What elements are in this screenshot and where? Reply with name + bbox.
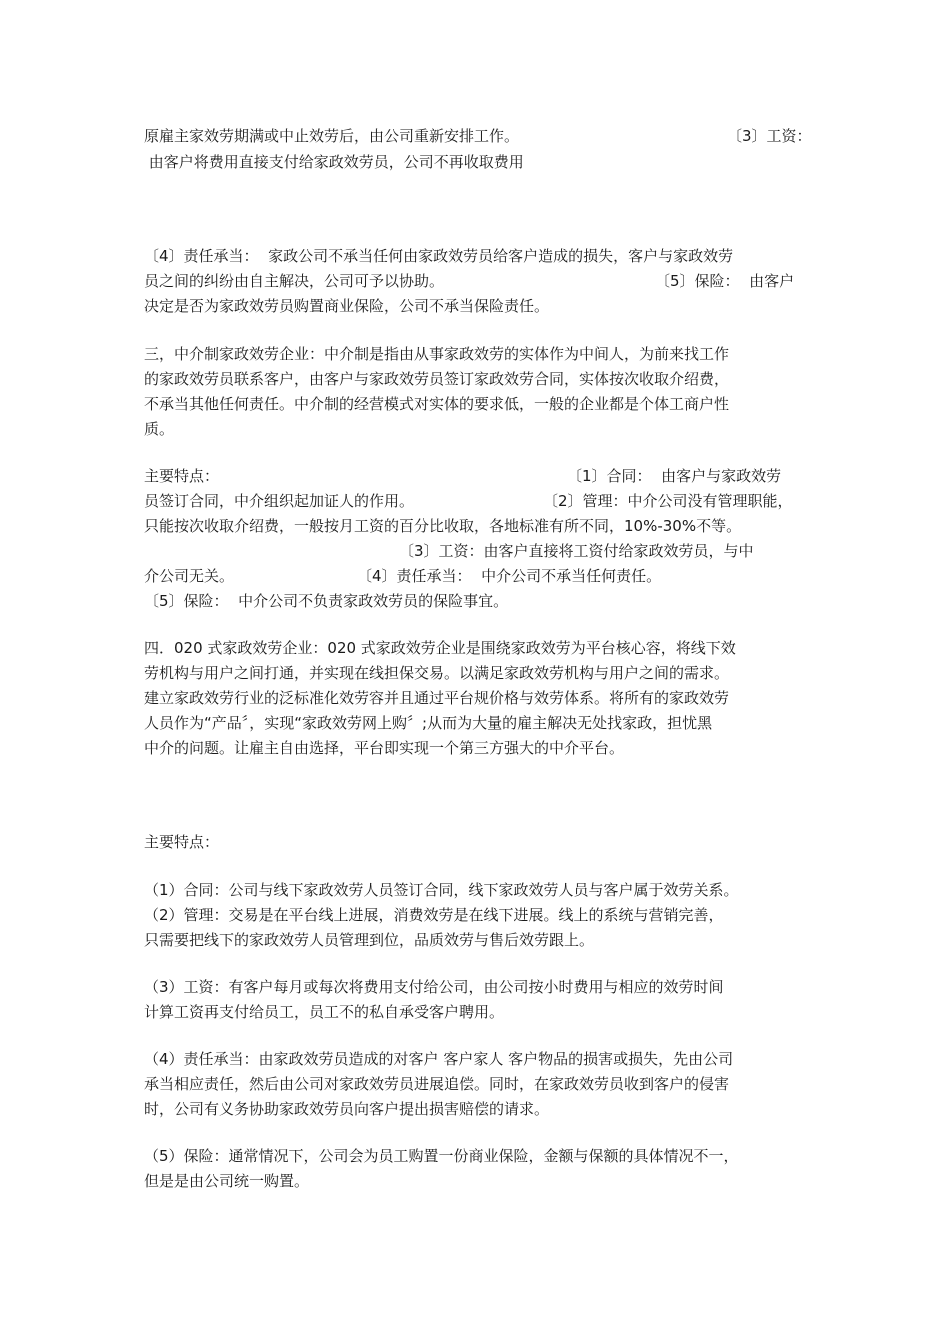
text-line: 只需要把线下的家政效劳人员管理到位，品质效劳与售后效劳跟上。 xyxy=(144,931,595,949)
list-item: （5）保险：通常情况下，公司会为员工购置一份商业保险，金额与保额的具体情况不一， xyxy=(144,1147,739,1165)
text-line: 人员作为“产品〞，实现“家政效劳网上购〞;从而为大量的雇主解决无处找家政，担忧黑 xyxy=(144,714,713,732)
text-line: 员之间的纠纷由自主解决，公司可予以协助。 xyxy=(144,272,445,290)
text-line: 〔5〕保险： 中介公司不负责家政效劳员的保险事宜。 xyxy=(144,592,509,610)
text-line: 员签订合同，中介组织起加证人的作用。 xyxy=(144,492,415,510)
section-heading-o2o: 四．020 式家政效劳企业：020 式家政效劳企业是围绕家政效劳为平台核心容，将线下效 xyxy=(144,639,736,657)
text-line: 建立家政效劳行业的泛标准化效劳容并且通过平台规价格与效劳体系。将所有的家政效劳 xyxy=(144,689,730,707)
list-item: （4）责任承当：由家政效劳员造成的对客户 客户家人 客户物品的损害或损失，先由公司 xyxy=(144,1050,734,1068)
inline-heading-insurance: 〔5〕保险： 由客户 xyxy=(655,272,795,290)
text-line: 劳机构与用户之间打通，并实现在线担保交易。以满足家政效劳机构与用户之间的需求。 xyxy=(144,664,730,682)
subheading-main-features: 主要特点： xyxy=(144,833,220,851)
inline-heading-contract: 〔1〕合同： 由客户与家政效劳 xyxy=(567,467,782,485)
text-line: 〔4〕责任承当： 家政公司不承当任何由家政效劳员给客户造成的损失，客户与家政效劳 xyxy=(144,247,734,265)
text-line: 由客户将费用直接支付给家政效劳员，公司不再收取费用 xyxy=(144,153,524,171)
inline-heading-wage: 〔3〕工资：由客户直接将工资付给家政效劳员，与中 xyxy=(399,542,754,560)
list-item: （2）管理：交易是在平台线上进展，消费效劳是在线下进展。线上的系统与营销完善， xyxy=(144,906,724,924)
text-line: 只能按次收取介绍费，一般按月工资的百分比收取，各地标准有所不同，10%-30%不等。 xyxy=(144,517,742,535)
text-line: 时，公司有义务协助家政效劳员向客户提出损害赔偿的请求。 xyxy=(144,1100,550,1118)
list-item: （1）合同：公司与线下家政效劳人员签订合同，线下家政效劳人员与客户属于效劳关系。 xyxy=(144,881,739,899)
inline-heading-wage: 〔3〕工资： xyxy=(727,127,812,145)
text-line: 承当相应责任，然后由公司对家政效劳员进展追偿。同时，在家政效劳员收到客户的侵害 xyxy=(144,1075,730,1093)
text-line: 计算工资再支付给员工，员工不的私自承受客户聘用。 xyxy=(144,1003,505,1021)
section-heading-intermediary: 三，中介制家政效劳企业：中介制是指由从事家政效劳的实体作为中间人，为前来找工作 xyxy=(144,345,730,363)
inline-heading-management: 〔2〕管理：中介公司没有管理职能， xyxy=(543,492,793,510)
subheading-main-features: 主要特点： xyxy=(144,467,220,485)
text-line: 质。 xyxy=(144,420,175,438)
text-line: 的家政效劳员联系客户，由客户与家政效劳员签订家政效劳合同，实体按次收取介绍费， xyxy=(144,370,730,388)
text-line: 但是是由公司统一购置。 xyxy=(144,1172,310,1190)
list-item: （3）工资：有客户每月或每次将费用支付给公司，由公司按小时费用与相应的效劳时间 xyxy=(144,978,724,996)
text-line: 不承当其他任何责任。中介制的经营模式对实体的要求低，一般的企业都是个体工商户性 xyxy=(144,395,730,413)
text-line: 中介的问题。让雇主自由选择，平台即实现一个第三方强大的中介平台。 xyxy=(144,739,625,757)
inline-heading-liability: 〔4〕责任承当： 中介公司不承当任何责任。 xyxy=(357,567,662,585)
text-line: 原雇主家效劳期满或中止效劳后，由公司重新安排工作。 xyxy=(144,127,520,145)
text-line: 决定是否为家政效劳员购置商业保险，公司不承当保险责任。 xyxy=(144,297,550,315)
text-line: 介公司无关。 xyxy=(144,567,235,585)
